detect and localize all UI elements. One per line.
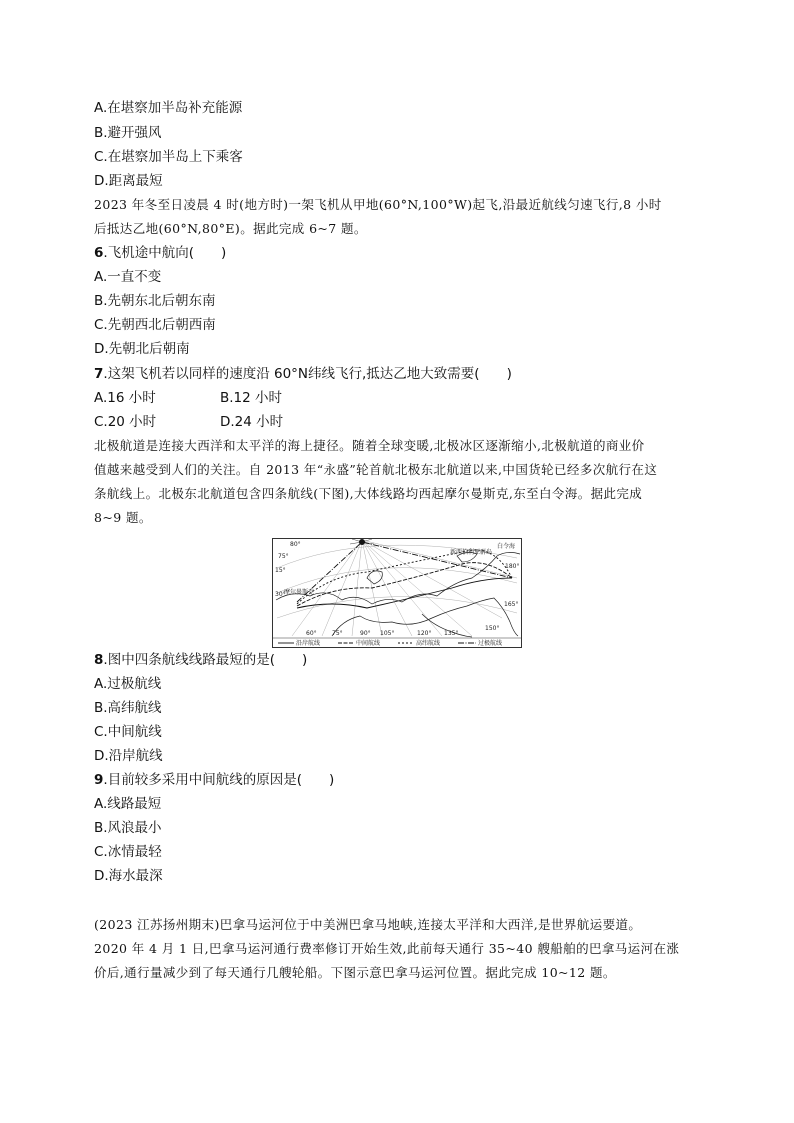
lat-label-15: 15° xyxy=(275,567,286,574)
lon-label-165: 165° xyxy=(504,601,519,608)
panama-passage-line-1: (2023 江苏扬州期末)巴拿马运河位于中美洲巴拿马地峡,连接太平洋和大西洋,是世界航运要道。 xyxy=(94,917,642,932)
legend-polar: 过极航线 xyxy=(478,640,503,647)
place-label-murmansk: 摩尔曼斯克 xyxy=(284,589,315,596)
question-7-text: .这架飞机若以同样的速度沿 60°N纬线飞行,抵达乙地大致需要( ) xyxy=(103,366,512,382)
lon-label-120: 120° xyxy=(417,630,432,637)
question-8-number: 8 xyxy=(94,652,104,668)
lon-label-150: 150° xyxy=(485,625,500,632)
question-8-option-a: A.过极航线 xyxy=(94,676,162,692)
question-7-option-c: C.20 小时 xyxy=(94,414,157,430)
lon-label-90: 90° xyxy=(360,630,371,637)
question-9-option-b: B.风浪最小 xyxy=(94,820,162,836)
question-7-option-b: B.12 小时 xyxy=(220,390,283,406)
place-label-new-siberian-islands: 新西伯利亚群岛 xyxy=(450,549,493,556)
question-8-stem xyxy=(94,651,307,669)
question-8-text: .图中四条航线线路最短的是( ) xyxy=(103,652,308,668)
question-9-stem xyxy=(94,771,334,789)
arctic-passage-line-4: 8~9 题。 xyxy=(94,510,152,525)
question-7-number: 7 xyxy=(94,366,104,382)
arctic-passage-line-1: 北极航道是连接大西洋和太平洋的海上捷径。随着全球变暖,北极冰区逐渐缩小,北极航道的商业价 xyxy=(94,438,645,453)
option-d-intro: D.距离最短 xyxy=(94,173,163,189)
lon-label-75: 75° xyxy=(332,630,343,637)
question-6-option-a: A.一直不变 xyxy=(94,269,162,285)
option-c-intro: C.在堪察加半岛上下乘客 xyxy=(94,149,243,165)
lon-label-135: 135° xyxy=(444,630,459,637)
question-7-options-row-2 xyxy=(94,413,694,431)
arctic-passage-line-2: 值越来越受到人们的关注。自 2013 年“永盛”轮首航北极东北航道以来,中国货轮已经多次航行在这 xyxy=(94,462,658,477)
lon-label-60: 60° xyxy=(306,630,317,637)
question-8-option-c: C.中间航线 xyxy=(94,724,162,740)
lat-label-80: 80° xyxy=(290,541,301,548)
question-7-options-row-1 xyxy=(94,389,694,407)
question-6-option-b: B.先朝东北后朝东南 xyxy=(94,293,216,309)
question-7-stem xyxy=(94,365,512,383)
question-6-option-d: D.先朝北后朝南 xyxy=(94,341,190,357)
question-7-option-d: D.24 小时 xyxy=(220,414,284,430)
lon-label-180: 180° xyxy=(505,563,520,570)
question-8-option-d: D.沿岸航线 xyxy=(94,748,163,764)
question-9-option-a: A.线路最短 xyxy=(94,796,162,812)
arctic-passage-line-3: 条航线上。北极东北航道包含四条航线(下图),大体线路均西起摩尔曼斯克,东至白令海。据此完成 xyxy=(94,486,643,501)
legend-high-latitude: 高纬航线 xyxy=(416,640,441,647)
flight-passage-line-2: 后抵达乙地(60°N,80°E)。据此完成 6~7 题。 xyxy=(94,221,367,236)
lon-label-105: 105° xyxy=(380,630,395,637)
place-label-bering-sea: 白令海 xyxy=(497,543,516,550)
question-6-option-c: C.先朝西北后朝西南 xyxy=(94,317,216,333)
question-9-option-c: C.冰情最轻 xyxy=(94,844,162,860)
legend-middle: 中间航线 xyxy=(356,640,381,647)
question-9-option-d: D.海水最深 xyxy=(94,868,163,884)
panama-passage-line-3: 价后,通行量减少到了每天通行几艘轮船。下图示意巴拿马运河位置。据此完成 10~12 题。 xyxy=(94,965,616,980)
question-6-stem xyxy=(94,244,226,262)
option-a-intro: A.在堪察加半岛补充能源 xyxy=(94,100,243,116)
question-8-option-b: B.高纬航线 xyxy=(94,700,162,716)
legend-coastal: 沿岸航线 xyxy=(296,640,321,647)
lat-label-75: 75° xyxy=(278,553,289,560)
question-9-text: .目前较多采用中间航线的原因是( ) xyxy=(103,772,335,788)
option-b-intro: B.避开强风 xyxy=(94,125,162,141)
question-6-text: .飞机途中航向( ) xyxy=(103,245,227,261)
question-6-number: 6 xyxy=(94,245,104,261)
flight-passage-line-1: 2023 年冬至日凌晨 4 时(地方时)一架飞机从甲地(60°N,100°W)起飞,沿最近航线匀速飞行,8 小时 xyxy=(94,197,662,212)
arctic-route-map xyxy=(272,538,522,648)
question-7-option-a: A.16 小时 xyxy=(94,390,156,406)
question-9-number: 9 xyxy=(94,772,104,788)
panama-passage-line-2: 2020 年 4 月 1 日,巴拿马运河通行费率修订开始生效,此前每天通行 35~40 艘船舶的巴拿马运河在涨 xyxy=(94,941,680,956)
lat-label-30: 30° xyxy=(275,591,286,598)
